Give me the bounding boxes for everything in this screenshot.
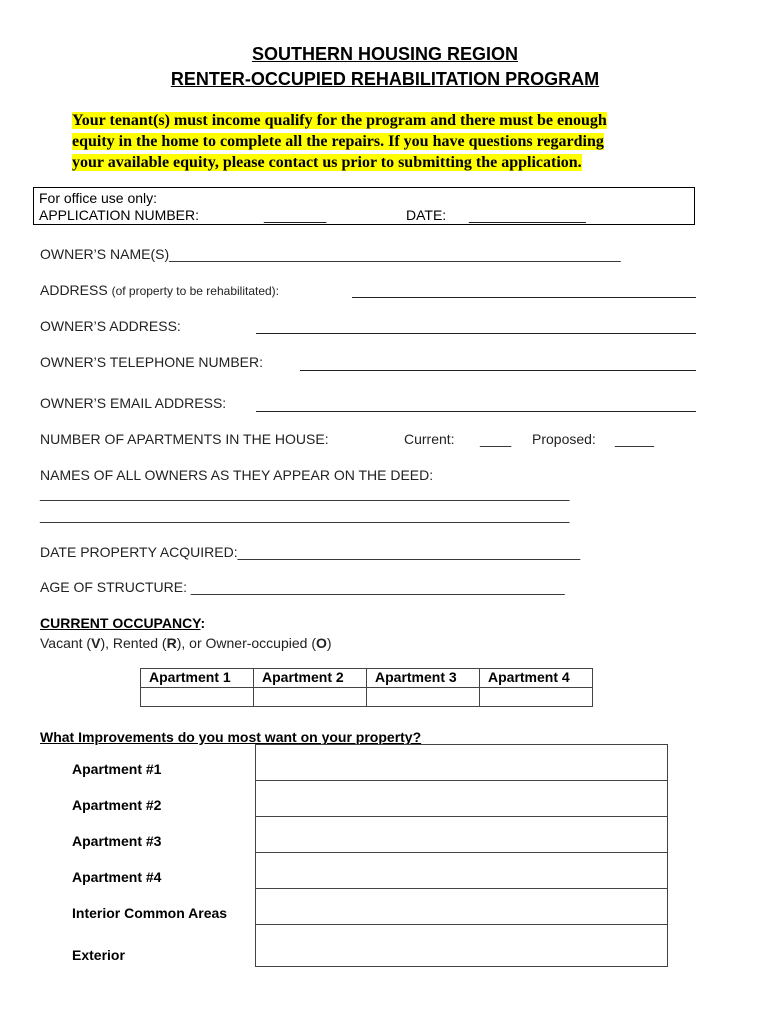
legend-vacant: Vacant ( (40, 635, 92, 651)
proposed-count-field[interactable]: _____ (615, 431, 654, 447)
improvement-field-apartment-1[interactable] (255, 745, 668, 781)
improvement-field-apartment-2[interactable] (255, 781, 668, 817)
legend-close: ) (326, 635, 332, 651)
age-of-structure-field[interactable]: AGE OF STRUCTURE: ________________________________________________ (40, 579, 565, 595)
office-date-field[interactable]: _______________ (469, 207, 586, 223)
improvement-field-exterior[interactable] (255, 925, 668, 967)
table-row (56, 889, 668, 925)
deed-names-line-1[interactable]: ____________________________________________________________________ (40, 485, 570, 501)
address-note: (of property to be rehabilitated): (111, 284, 280, 298)
improvement-field-interior-common[interactable] (255, 889, 668, 925)
improvement-label-apartment-3: Apartment #3 (56, 817, 255, 853)
current-label: Current: (404, 431, 455, 447)
occupancy-cell-apartment-2[interactable] (254, 688, 367, 707)
owner-email-label: OWNER’S EMAIL ADDRESS: (40, 395, 227, 411)
address-label-text: ADDRESS (40, 282, 108, 298)
legend-rented: ), Rented ( (100, 635, 167, 651)
occupancy-cell-apartment-4[interactable] (480, 688, 593, 707)
notice-line-2: equity in the home to complete all the repairs. If you have questions regarding (72, 133, 604, 150)
improvement-label-apartment-2: Apartment #2 (56, 781, 255, 817)
legend-owner-occupied: ), or Owner-occupied ( (176, 635, 316, 651)
table-row (56, 853, 668, 889)
occupancy-header-apartment-1: Apartment 1 (141, 669, 254, 688)
notice-text (72, 110, 684, 173)
address-input-line[interactable] (352, 297, 696, 298)
owners-name-field[interactable]: OWNER’S NAME(S)__________________________________________________________ (40, 246, 621, 262)
legend-v: V (91, 635, 101, 651)
improvements-table (56, 744, 668, 967)
deed-names-line-2[interactable]: ____________________________________________________________________ (40, 507, 570, 523)
table-row (56, 781, 668, 817)
application-number-field[interactable]: ________ (264, 207, 327, 223)
legend-o: O (316, 635, 327, 651)
date-acquired-field[interactable]: DATE PROPERTY ACQUIRED:____________________________________________ (40, 544, 581, 560)
title-program: RENTER-OCCUPIED REHABILITATION PROGRAM (170, 69, 600, 89)
owner-address-label: OWNER’S ADDRESS: (40, 318, 181, 334)
owner-phone-label: OWNER’S TELEPHONE NUMBER: (40, 354, 263, 370)
occupancy-heading-colon: : (200, 615, 206, 631)
occupancy-header-apartment-2: Apartment 2 (254, 669, 367, 688)
occupancy-cell-apartment-1[interactable] (141, 688, 254, 707)
office-date-label: DATE: (406, 207, 447, 223)
notice-line-1: Your tenant(s) must income qualify for the program and there must be enough (72, 112, 607, 129)
owner-email-input-line[interactable] (256, 411, 696, 412)
improvements-question: What Improvements do you most want on your property? (40, 729, 422, 745)
application-number-label: APPLICATION NUMBER: (39, 207, 199, 223)
improvement-label-exterior: Exterior (56, 925, 255, 967)
improvement-field-apartment-4[interactable] (255, 853, 668, 889)
improvement-label-apartment-1: Apartment #1 (56, 745, 255, 781)
address-label (40, 282, 279, 298)
owner-address-input-line[interactable] (256, 333, 696, 334)
notice-line-3: your available equity, please contact us prior to submitting the application. (72, 154, 582, 171)
legend-r: R (166, 635, 177, 651)
owner-phone-input-line[interactable] (300, 370, 696, 371)
deed-names-label: NAMES OF ALL OWNERS AS THEY APPEAR ON THE DEED: (40, 467, 434, 483)
occupancy-legend (40, 635, 332, 651)
improvement-label-apartment-4: Apartment #4 (56, 853, 255, 889)
proposed-label: Proposed: (532, 431, 596, 447)
office-use-box (33, 187, 695, 225)
title-region: SOUTHERN HOUSING REGION (251, 44, 519, 64)
table-row (56, 745, 668, 781)
office-use-heading: For office use only: (39, 190, 158, 206)
improvement-label-interior-common: Interior Common Areas (56, 889, 255, 925)
current-count-field[interactable]: ____ (480, 431, 512, 447)
table-row (56, 817, 668, 853)
occupancy-cell-apartment-3[interactable] (367, 688, 480, 707)
occupancy-heading-text: CURRENT OCCUPANCY (40, 615, 201, 631)
improvement-field-apartment-3[interactable] (255, 817, 668, 853)
occupancy-heading (40, 615, 205, 631)
apartments-count-label: NUMBER OF APARTMENTS IN THE HOUSE: (40, 431, 329, 447)
table-row (56, 925, 668, 967)
occupancy-table (140, 668, 593, 707)
occupancy-header-apartment-4: Apartment 4 (480, 669, 593, 688)
occupancy-header-apartment-3: Apartment 3 (367, 669, 480, 688)
